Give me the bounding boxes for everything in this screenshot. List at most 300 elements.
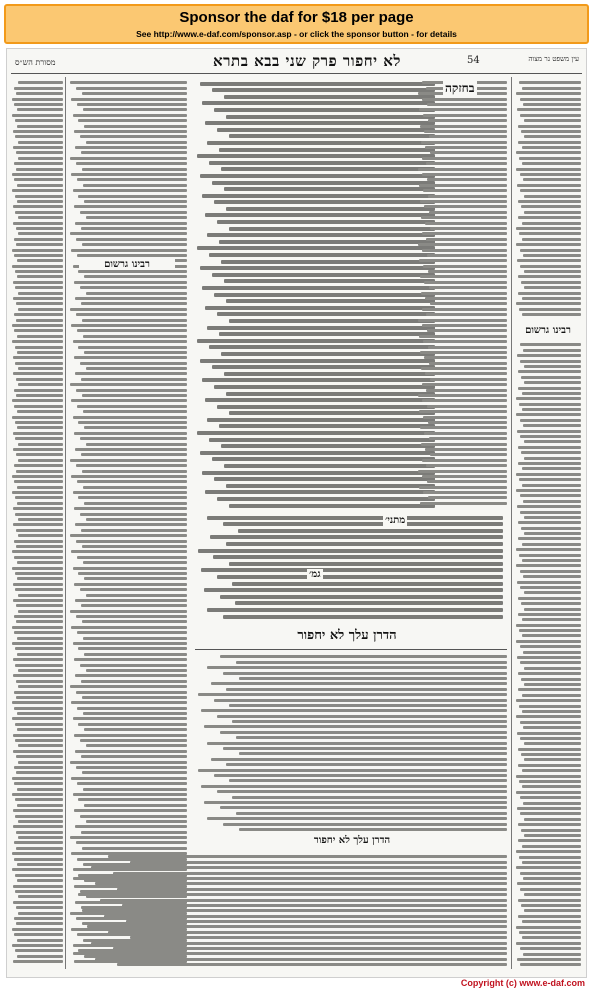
text-line — [213, 555, 503, 559]
text-line — [517, 354, 581, 357]
text-line — [422, 249, 507, 252]
text-line — [520, 511, 581, 514]
text-line — [197, 339, 435, 343]
text-line — [518, 387, 581, 390]
text-line — [523, 178, 581, 181]
text-line — [13, 960, 63, 963]
text-line — [80, 286, 187, 289]
text-line — [84, 426, 187, 429]
text-line — [18, 157, 63, 160]
text-line — [86, 594, 187, 597]
text-line — [516, 624, 581, 627]
text-line — [519, 856, 581, 859]
text-line — [520, 947, 581, 950]
text-line — [12, 173, 63, 176]
text-line — [221, 167, 435, 171]
text-line — [17, 486, 63, 489]
text-line — [15, 664, 63, 667]
text-line — [418, 470, 507, 473]
text-line — [236, 812, 507, 815]
text-line — [91, 866, 507, 869]
text-line — [73, 416, 187, 419]
text-line — [517, 882, 581, 885]
right-margin-label: עין משפט נר מצוה — [528, 55, 579, 63]
text-line — [207, 742, 507, 745]
text-line — [524, 758, 581, 761]
text-line — [13, 674, 63, 677]
text-line — [224, 279, 435, 283]
text-line — [86, 292, 187, 295]
text-line — [217, 405, 435, 409]
text-line — [524, 667, 581, 670]
text-line — [77, 631, 187, 634]
text-line — [522, 559, 581, 562]
text-line — [207, 418, 435, 422]
header-rule — [11, 73, 582, 74]
text-line — [74, 356, 187, 359]
text-line — [426, 162, 507, 165]
text-line — [77, 103, 187, 106]
text-line — [430, 378, 507, 381]
text-line — [217, 312, 435, 316]
page-number: 54 — [467, 55, 480, 66]
text-line — [17, 200, 63, 203]
text-line — [520, 249, 581, 252]
text-line — [422, 308, 508, 311]
text-line — [523, 254, 581, 257]
text-line — [517, 505, 581, 508]
text-line — [204, 588, 503, 592]
text-line — [428, 119, 507, 122]
text-line — [81, 302, 187, 305]
sponsor-subtitle[interactable]: See http://www.e-daf.com/sponsor.asp - or click the sponsor button - for details — [136, 29, 457, 39]
text-line — [14, 933, 63, 936]
text-line — [424, 130, 507, 133]
text-line — [18, 594, 63, 597]
text-line — [426, 313, 507, 316]
text-line — [17, 804, 63, 807]
text-line — [84, 577, 187, 580]
text-line — [77, 329, 187, 332]
text-line — [16, 319, 63, 322]
text-line — [16, 906, 63, 909]
text-line — [201, 709, 507, 712]
text-line — [220, 731, 507, 734]
text-line — [418, 168, 507, 171]
text-line — [521, 602, 581, 605]
text-line — [421, 367, 507, 370]
text-line — [86, 820, 187, 823]
text-line — [422, 232, 508, 235]
text-line — [18, 292, 63, 295]
text-line — [220, 806, 507, 809]
text-line — [16, 680, 63, 683]
text-line — [82, 168, 187, 171]
text-line — [427, 480, 507, 483]
text-line — [524, 440, 581, 443]
text-line — [12, 567, 63, 570]
page-title: לא יחפור פרק שני בבא בתרא — [213, 52, 401, 70]
text-line — [16, 620, 63, 623]
text-line — [71, 777, 187, 780]
text-line — [15, 874, 63, 877]
text-line — [516, 942, 581, 945]
text-line — [229, 562, 503, 566]
text-line — [80, 739, 187, 742]
text-line — [15, 135, 63, 138]
text-line — [75, 372, 187, 375]
text-line — [519, 554, 581, 557]
text-line — [424, 432, 507, 435]
text-line — [17, 955, 63, 958]
text-line — [427, 103, 507, 106]
text-line — [18, 744, 63, 747]
text-line — [78, 346, 187, 349]
text-line — [518, 141, 581, 144]
text-line — [520, 570, 581, 573]
text-line — [14, 329, 63, 332]
text-line — [425, 448, 507, 451]
text-line — [429, 211, 507, 214]
text-line — [76, 540, 187, 543]
text-line — [522, 710, 581, 713]
text-line — [522, 861, 581, 864]
text-line — [17, 577, 63, 580]
text-line — [70, 685, 187, 688]
text-line — [73, 189, 187, 192]
text-line — [519, 931, 581, 934]
text-line — [12, 265, 63, 268]
text-line — [201, 785, 507, 788]
text-line — [70, 308, 187, 311]
text-line — [16, 771, 63, 774]
text-line — [522, 392, 581, 395]
text-line — [17, 502, 63, 505]
text-line — [522, 313, 581, 316]
text-line — [198, 549, 503, 553]
text-line — [524, 818, 581, 821]
text-line — [422, 475, 507, 478]
text-line — [12, 626, 63, 629]
text-line — [429, 437, 507, 440]
text-line — [18, 81, 63, 84]
text-line — [14, 615, 63, 618]
text-line — [12, 550, 63, 553]
text-line — [523, 575, 581, 578]
text-line — [75, 523, 187, 526]
text-line — [520, 872, 581, 875]
text-line — [522, 785, 581, 788]
text-line — [18, 216, 63, 219]
text-line — [520, 888, 581, 891]
text-line — [214, 293, 435, 297]
text-line — [522, 543, 581, 546]
text-line — [77, 405, 187, 408]
text-line — [519, 308, 581, 311]
text-line — [419, 335, 507, 338]
text-line — [18, 534, 63, 537]
text-line — [428, 195, 507, 198]
text-line — [223, 672, 507, 675]
text-line — [423, 114, 507, 117]
text-line — [16, 394, 63, 397]
sponsor-banner[interactable] — [4, 4, 589, 44]
text-line — [81, 831, 187, 834]
text-line — [518, 764, 581, 767]
text-line — [70, 836, 187, 839]
text-line — [219, 332, 435, 336]
text-line — [524, 457, 581, 460]
text-line — [75, 448, 187, 451]
text-line — [71, 173, 187, 176]
text-line — [18, 383, 63, 386]
text-line — [229, 227, 435, 231]
text-line — [522, 920, 581, 923]
text-line — [13, 281, 63, 284]
text-line — [84, 502, 187, 505]
text-line — [14, 238, 63, 241]
text-line — [517, 259, 581, 262]
text-line — [12, 249, 63, 252]
text-line — [422, 459, 508, 462]
text-line — [113, 872, 507, 875]
text-line — [207, 233, 435, 237]
text-line — [14, 782, 63, 785]
text-line — [205, 306, 435, 310]
text-line — [518, 521, 581, 524]
text-line — [82, 243, 187, 246]
text-line — [18, 836, 63, 839]
text-line — [78, 421, 187, 424]
text-line — [84, 125, 187, 128]
text-line — [422, 98, 507, 101]
text-line — [520, 661, 581, 664]
text-line — [519, 780, 581, 783]
text-line — [524, 893, 581, 896]
text-line — [519, 478, 581, 481]
text-line — [418, 243, 507, 246]
text-line — [17, 335, 63, 338]
text-line — [220, 595, 503, 599]
text-line — [86, 518, 187, 521]
text-line — [83, 410, 187, 413]
text-line — [429, 286, 507, 289]
text-line — [15, 496, 63, 499]
text-line — [74, 281, 187, 284]
text-line — [86, 367, 187, 370]
text-line — [82, 394, 187, 397]
text-line — [424, 356, 507, 359]
text-line — [14, 691, 63, 694]
text-line — [224, 372, 435, 376]
text-line — [520, 435, 581, 438]
text-line — [77, 178, 187, 181]
text-line — [423, 491, 507, 494]
text-line — [76, 389, 187, 392]
text-line — [226, 115, 435, 119]
text-line — [78, 119, 187, 122]
text-line — [422, 157, 508, 160]
text-line — [84, 653, 187, 656]
text-line — [239, 677, 507, 680]
text-line — [15, 211, 63, 214]
text-line — [78, 496, 187, 499]
text-line — [14, 841, 63, 844]
text-line — [221, 444, 435, 448]
copyright-link[interactable]: Copyright (c) www.e-daf.com — [460, 978, 585, 988]
text-line — [212, 273, 435, 277]
sponsor-title[interactable]: Sponsor the daf for $18 per page — [179, 9, 414, 26]
text-line — [197, 154, 435, 158]
text-line — [73, 952, 507, 955]
text-line — [197, 431, 435, 435]
text-line — [14, 254, 63, 257]
text-line — [518, 915, 581, 918]
text-line — [82, 92, 187, 95]
text-line — [17, 125, 63, 128]
text-line — [81, 453, 187, 456]
text-line — [75, 674, 187, 677]
text-line — [13, 901, 63, 904]
text-line — [516, 92, 581, 95]
text-line — [211, 682, 507, 685]
rashi-column — [417, 79, 507, 509]
text-line — [16, 378, 63, 381]
text-line — [15, 588, 63, 591]
text-line — [73, 340, 187, 343]
column-divider — [511, 77, 512, 969]
text-line — [214, 774, 507, 777]
text-line — [214, 699, 507, 702]
text-line — [223, 522, 503, 526]
text-line — [207, 326, 435, 330]
text-line — [76, 162, 187, 165]
text-line — [15, 798, 63, 801]
text-line — [18, 518, 63, 521]
text-line — [209, 253, 435, 257]
text-line — [239, 828, 507, 831]
text-line — [200, 174, 435, 178]
text-line — [17, 275, 63, 278]
text-line — [428, 496, 507, 499]
text-line — [12, 189, 63, 192]
talmud-page — [6, 48, 587, 978]
text-line — [13, 599, 63, 602]
text-line — [524, 909, 581, 912]
text-line — [130, 936, 507, 939]
text-line — [12, 701, 63, 704]
text-line — [84, 728, 187, 731]
text-line — [12, 852, 63, 855]
text-line — [12, 399, 63, 402]
text-line — [17, 561, 63, 564]
text-line — [429, 135, 507, 138]
text-line — [12, 475, 63, 478]
text-line — [419, 184, 507, 187]
text-line — [232, 720, 507, 723]
text-line — [229, 411, 435, 415]
text-line — [80, 362, 187, 365]
text-line — [76, 313, 187, 316]
text-line — [15, 421, 63, 424]
text-line — [517, 656, 581, 659]
tosafot-lower-column — [69, 853, 507, 969]
text-line — [516, 715, 581, 718]
text-line — [201, 568, 503, 572]
text-line — [81, 755, 187, 758]
text-line — [18, 820, 63, 823]
text-line — [517, 430, 581, 433]
text-line — [77, 707, 187, 710]
column-divider — [65, 77, 66, 969]
text-line — [217, 220, 435, 224]
text-line — [76, 841, 187, 844]
text-line — [18, 141, 63, 144]
text-line — [70, 232, 187, 235]
text-line — [16, 755, 63, 758]
text-line — [521, 376, 581, 379]
text-line — [520, 343, 581, 346]
text-line — [518, 823, 581, 826]
text-line — [17, 788, 63, 791]
text-line — [17, 863, 63, 866]
text-line — [520, 114, 581, 117]
text-line — [70, 81, 187, 84]
text-line — [86, 669, 187, 672]
text-line — [524, 135, 581, 138]
text-line — [520, 796, 581, 799]
text-line — [523, 651, 581, 654]
text-line — [517, 732, 581, 735]
text-line — [522, 936, 581, 939]
text-line — [212, 457, 435, 461]
text-line — [200, 359, 435, 363]
text-line — [13, 448, 63, 451]
text-line — [15, 286, 63, 289]
text-line — [205, 398, 435, 402]
text-line — [518, 839, 581, 842]
text-line — [17, 879, 63, 882]
text-line — [516, 151, 581, 154]
text-line — [520, 98, 581, 101]
text-line — [423, 265, 507, 268]
text-line — [130, 861, 507, 864]
text-line — [522, 845, 581, 848]
text-line — [221, 352, 435, 356]
text-line — [14, 540, 63, 543]
text-line — [520, 645, 581, 648]
text-line — [524, 286, 581, 289]
text-line — [83, 335, 187, 338]
text-line — [520, 360, 581, 363]
text-line — [524, 532, 581, 535]
text-line — [207, 817, 507, 820]
text-line — [522, 484, 581, 487]
text-line — [429, 362, 507, 365]
text-line — [15, 437, 63, 440]
text-line — [425, 222, 507, 225]
text-line — [12, 777, 63, 780]
text-line — [76, 464, 187, 467]
text-line — [70, 761, 187, 764]
text-line — [522, 297, 581, 300]
text-line — [16, 604, 63, 607]
text-line — [521, 527, 581, 530]
text-line — [523, 877, 581, 880]
text-line — [519, 232, 581, 235]
text-line — [207, 141, 435, 145]
text-line — [18, 610, 63, 613]
